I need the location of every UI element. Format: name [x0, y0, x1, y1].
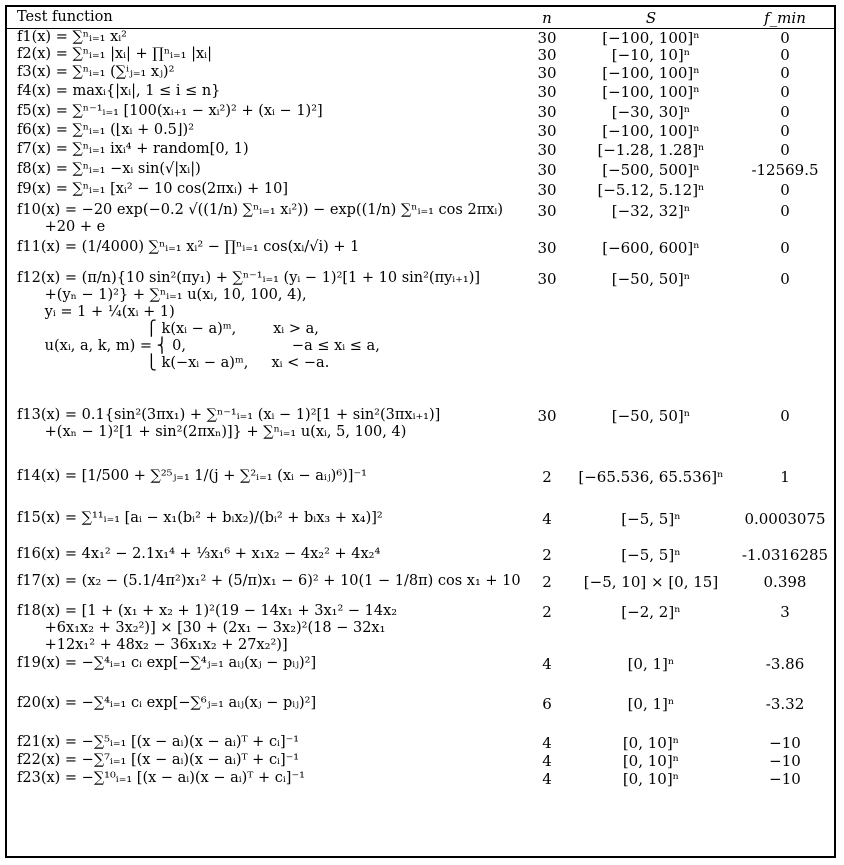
formula-line: f19(x) = −∑⁴ᵢ₌₁ cᵢ exp[−∑⁴ⱼ₌₁ aᵢⱼ(xⱼ − pᵢⱼ)²] — [17, 655, 317, 671]
formula-line: f7(x) = ∑ⁿᵢ₌₁ ixᵢ⁴ + random[0, 1) — [17, 141, 249, 157]
minimum-value: 0.398 — [763, 573, 807, 591]
formula-line: f5(x) = ∑ⁿ⁻¹ᵢ₌₁ [100(xᵢ₊₁ − xᵢ²)² + (xᵢ − 1)²] — [17, 103, 323, 119]
function-formula — [17, 103, 323, 120]
formula-line: ⎧ k(xᵢ − a)ᵐ, xᵢ > a, — [17, 321, 319, 337]
function-formula — [17, 752, 299, 769]
formula-line: +6x₁x₂ + 3x₂²)] × [30 + (2x₁ − 3x₂)²(18 − 32x₁ — [17, 620, 386, 636]
dimension-n: 30 — [537, 161, 557, 179]
search-space: [0, 10]ⁿ — [622, 770, 680, 788]
dimension-n: 30 — [537, 64, 557, 82]
formula-line: +20 + e — [17, 219, 106, 235]
search-space: [−100, 100]ⁿ — [602, 122, 700, 140]
function-formula — [17, 161, 201, 178]
minimum-value: 0 — [780, 29, 790, 47]
function-formula — [17, 46, 212, 63]
search-space: [0, 1]ⁿ — [627, 695, 675, 713]
function-formula — [17, 468, 367, 485]
dimension-n: 2 — [542, 603, 552, 621]
function-formula — [17, 141, 249, 158]
minimum-value: 0 — [780, 239, 790, 257]
minimum-value: 0 — [780, 46, 790, 64]
dimension-n: 30 — [537, 239, 557, 257]
function-formula — [17, 603, 397, 654]
dimension-n: 30 — [537, 181, 557, 199]
minimum-value: -12569.5 — [751, 161, 819, 179]
minimum-value: −10 — [769, 734, 801, 752]
formula-line: f9(x) = ∑ⁿᵢ₌₁ [xᵢ² − 10 cos(2πxᵢ) + 10] — [17, 181, 288, 197]
function-formula — [17, 181, 288, 198]
function-formula — [17, 64, 174, 81]
minimum-value: 0 — [780, 103, 790, 121]
formula-line: +12x₁² + 48x₂ − 36x₁x₂ + 27x₂²)] — [17, 637, 288, 653]
search-space: [0, 1]ⁿ — [627, 655, 675, 673]
dimension-n: 30 — [537, 29, 557, 47]
dimension-n: 6 — [542, 695, 552, 713]
formula-line: f13(x) = 0.1{sin²(3πx₁) + ∑ⁿ⁻¹ᵢ₌₁ (xᵢ − 1)²[1 + sin²(3πxᵢ₊₁)] — [17, 407, 441, 423]
header-n: n — [542, 9, 552, 27]
search-space: [−600, 600]ⁿ — [602, 239, 700, 257]
function-formula — [17, 202, 503, 236]
function-formula — [17, 270, 480, 372]
dimension-n: 30 — [537, 202, 557, 220]
formula-line: f4(x) = maxᵢ{|xᵢ|, 1 ≤ i ≤ n} — [17, 83, 221, 99]
function-formula — [17, 239, 359, 256]
function-formula — [17, 734, 299, 751]
formula-line: f23(x) = −∑¹⁰ᵢ₌₁ [(x − aᵢ)(x − aᵢ)ᵀ + cᵢ]⁻¹ — [17, 770, 305, 786]
formula-line: f22(x) = −∑⁷ᵢ₌₁ [(x − aᵢ)(x − aᵢ)ᵀ + cᵢ]⁻¹ — [17, 752, 300, 768]
formula-line: f15(x) = ∑¹¹ᵢ₌₁ [aᵢ − x₁(bᵢ² + bᵢx₂)/(bᵢ² + bᵢx₃ + x₄)]² — [17, 510, 383, 526]
search-space: [−5.12, 5.12]ⁿ — [597, 181, 705, 199]
minimum-value: −10 — [769, 770, 801, 788]
dimension-n: 4 — [542, 770, 552, 788]
dimension-n: 2 — [542, 546, 552, 564]
function-formula — [17, 573, 521, 590]
dimension-n: 2 — [542, 468, 552, 486]
search-space: [−30, 30]ⁿ — [611, 103, 691, 121]
function-formula — [17, 655, 316, 672]
dimension-n: 4 — [542, 655, 552, 673]
search-space: [−10, 10]ⁿ — [611, 46, 691, 64]
search-space: [−32, 32]ⁿ — [611, 202, 691, 220]
dimension-n: 30 — [537, 83, 557, 101]
search-space: [−1.28, 1.28]ⁿ — [597, 141, 705, 159]
minimum-value: -3.86 — [765, 655, 805, 673]
formula-line: f2(x) = ∑ⁿᵢ₌₁ |xᵢ| + ∏ⁿᵢ₌₁ |xᵢ| — [17, 46, 212, 62]
dimension-n: 2 — [542, 573, 552, 591]
formula-line: f6(x) = ∑ⁿᵢ₌₁ (⌊xᵢ + 0.5⌋)² — [17, 122, 195, 138]
dimension-n: 30 — [537, 407, 557, 425]
dimension-n: 30 — [537, 270, 557, 288]
formula-line: +(yₙ − 1)²} + ∑ⁿᵢ₌₁ u(xᵢ, 10, 100, 4), — [17, 287, 307, 303]
dimension-n: 30 — [537, 122, 557, 140]
function-formula — [17, 83, 220, 100]
function-formula — [17, 770, 305, 787]
formula-line: f12(x) = (π/n){10 sin²(πy₁) + ∑ⁿ⁻¹ᵢ₌₁ (yᵢ − 1)²[1 + 10 sin²(πyᵢ₊₁)] — [17, 270, 481, 286]
header-s: S — [645, 9, 657, 27]
header-test-function: Test function — [17, 9, 113, 25]
minimum-value: 0 — [780, 122, 790, 140]
minimum-value: 1 — [780, 468, 790, 486]
minimum-value: 0 — [780, 141, 790, 159]
search-space: [−100, 100]ⁿ — [602, 83, 700, 101]
minimum-value: 0 — [780, 270, 790, 288]
search-space: [−50, 50]ⁿ — [611, 407, 691, 425]
formula-line: f10(x) = −20 exp(−0.2 √((1/n) ∑ⁿᵢ₌₁ xᵢ²)) − exp((1/n) ∑ⁿᵢ₌₁ cos 2πxᵢ) — [17, 202, 503, 218]
search-space: [−5, 5]ⁿ — [621, 510, 681, 528]
dimension-n: 4 — [542, 510, 552, 528]
minimum-value: 0 — [780, 202, 790, 220]
formula-line: f17(x) = (x₂ − (5.1/4π²)x₁² + (5/π)x₁ − 6)² + 10(1 − 1/8π) cos x₁ + 10 — [17, 573, 521, 589]
minimum-value: 3 — [780, 603, 790, 621]
formula-line: f20(x) = −∑⁴ᵢ₌₁ cᵢ exp[−∑⁶ⱼ₌₁ aᵢⱼ(xⱼ − pᵢⱼ)²] — [17, 695, 317, 711]
search-space: [0, 10]ⁿ — [622, 752, 680, 770]
formula-line: f18(x) = [1 + (x₁ + x₂ + 1)²(19 − 14x₁ + 3x₁² − 14x₂ — [17, 603, 398, 619]
benchmark-functions-table — [5, 5, 836, 858]
formula-line: f16(x) = 4x₁² − 2.1x₁⁴ + ⅓x₁⁶ + x₁x₂ − 4x₂² + 4x₂⁴ — [17, 546, 381, 562]
formula-line: u(xᵢ, a, k, m) = ⎨ 0, −a ≤ xᵢ ≤ a, — [17, 338, 380, 354]
search-space: [−65.536, 65.536]ⁿ — [578, 468, 724, 486]
search-space: [−2, 2]ⁿ — [621, 603, 681, 621]
formula-line: f8(x) = ∑ⁿᵢ₌₁ −xᵢ sin(√|xᵢ|) — [17, 161, 201, 177]
minimum-value: 0.0003075 — [744, 510, 826, 528]
search-space: [−50, 50]ⁿ — [611, 270, 691, 288]
minimum-value: -3.32 — [765, 695, 805, 713]
formula-line: f3(x) = ∑ⁿᵢ₌₁ (∑ⁱⱼ₌₁ xⱼ)² — [17, 64, 175, 80]
search-space: [−100, 100]ⁿ — [602, 29, 700, 47]
dimension-n: 4 — [542, 752, 552, 770]
search-space: [−5, 5]ⁿ — [621, 546, 681, 564]
table-header — [7, 9, 834, 27]
formula-line: f14(x) = [1/500 + ∑²⁵ⱼ₌₁ 1/(j + ∑²ᵢ₌₁ (xᵢ − aᵢⱼ)⁶)]⁻¹ — [17, 468, 367, 484]
function-formula — [17, 695, 316, 712]
function-formula — [17, 510, 383, 527]
minimum-value: 0 — [780, 83, 790, 101]
minimum-value: -1.0316285 — [741, 546, 829, 564]
dimension-n: 30 — [537, 103, 557, 121]
minimum-value: −10 — [769, 752, 801, 770]
function-formula — [17, 546, 380, 563]
minimum-value: 0 — [780, 181, 790, 199]
dimension-n: 30 — [537, 46, 557, 64]
dimension-n: 4 — [542, 734, 552, 752]
dimension-n: 30 — [537, 141, 557, 159]
search-space: [0, 10]ⁿ — [622, 734, 680, 752]
formula-line: f1(x) = ∑ⁿᵢ₌₁ xᵢ² — [17, 29, 127, 45]
search-space: [−100, 100]ⁿ — [602, 64, 700, 82]
formula-line: f21(x) = −∑⁵ᵢ₌₁ [(x − aᵢ)(x − aᵢ)ᵀ + cᵢ]⁻¹ — [17, 734, 300, 750]
formula-line: +(xₙ − 1)²[1 + sin²(2πxₙ)]} + ∑ⁿᵢ₌₁ u(xᵢ, 5, 100, 4) — [17, 424, 407, 440]
function-formula — [17, 122, 194, 139]
formula-line: yᵢ = 1 + ¼(xᵢ + 1) — [17, 304, 175, 320]
search-space: [−5, 10] × [0, 15] — [583, 573, 719, 591]
formula-line: ⎩ k(−xᵢ − a)ᵐ, xᵢ < −a. — [17, 355, 330, 371]
function-formula — [17, 407, 440, 441]
search-space: [−500, 500]ⁿ — [602, 161, 700, 179]
minimum-value: 0 — [780, 64, 790, 82]
minimum-value: 0 — [780, 407, 790, 425]
formula-line: f11(x) = (1/4000) ∑ⁿᵢ₌₁ xᵢ² − ∏ⁿᵢ₌₁ cos(xᵢ/√i) + 1 — [17, 239, 360, 255]
header-fmin: f_min — [764, 9, 806, 27]
function-formula — [17, 29, 127, 46]
